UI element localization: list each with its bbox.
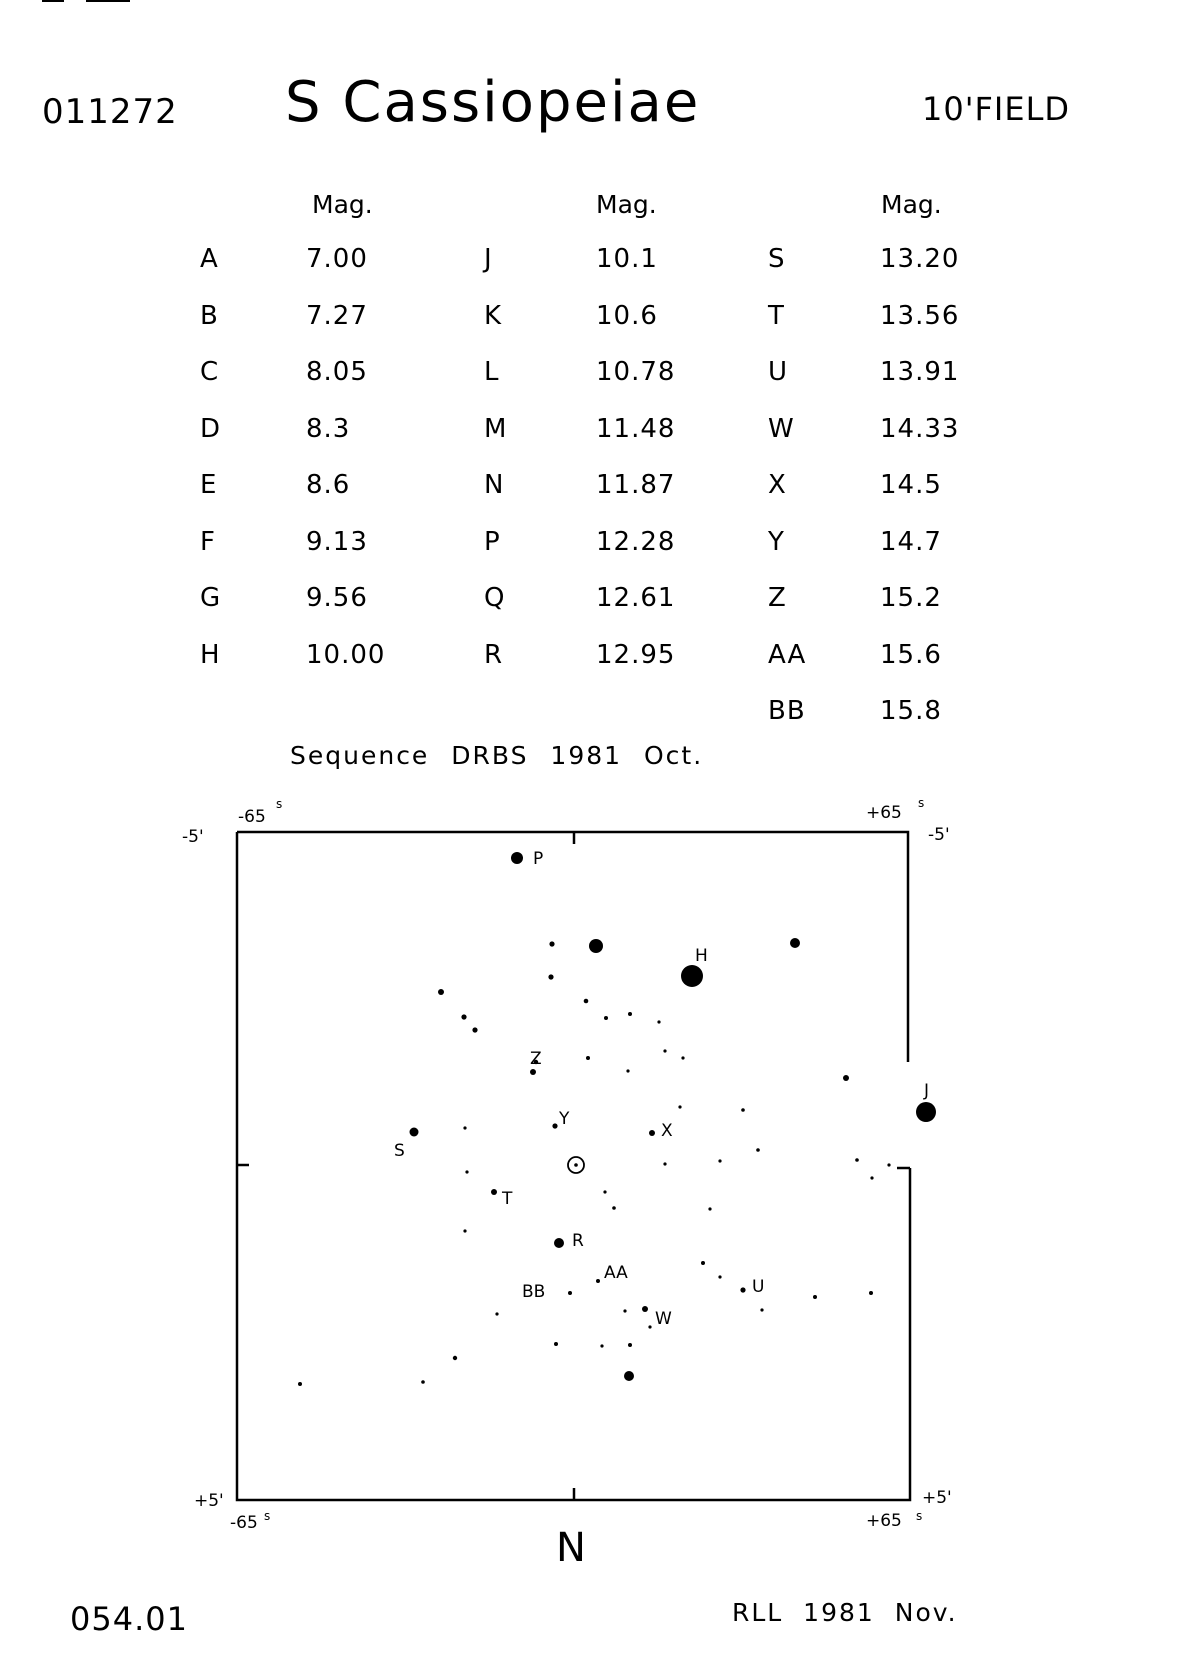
field-star-dot (790, 938, 800, 948)
star-magnitude-g: 9.56 (306, 583, 368, 613)
sequence-note: Sequence DRBS 1981 Oct. (290, 741, 704, 770)
star-letter-e: E (200, 470, 218, 500)
field-star-dot (708, 1207, 711, 1210)
star-label-x: X (661, 1121, 673, 1141)
star-magnitude-k: 10.6 (596, 300, 658, 331)
star-letter-k: K (484, 300, 503, 331)
mag-heading-col2: Mag. (596, 190, 657, 219)
field-star-dot (472, 1027, 477, 1032)
star-letter-j: J (484, 244, 493, 274)
star-letter-r: R (484, 639, 504, 670)
star-letter-d: D (200, 413, 222, 444)
star-letter-b: B (200, 300, 219, 331)
star-magnitude-s: 13.20 (880, 244, 960, 274)
field-star-dot (628, 1343, 632, 1347)
north-direction-label: N (556, 1525, 586, 1571)
field-star-dot (741, 1108, 745, 1112)
star-letter-h: H (200, 639, 221, 670)
chart-frame-left-bottom (237, 832, 910, 1500)
field-star-dot (410, 1128, 419, 1137)
star-magnitude-y: 14.7 (880, 526, 942, 557)
star-label-r: R (572, 1231, 584, 1251)
star-label-w: W (655, 1309, 672, 1329)
corner-ra-top-right: +65 (866, 803, 902, 823)
corner-ra-unit-bottom-left: s (264, 1509, 271, 1523)
field-star-dot (495, 1312, 498, 1315)
field-star-dot (491, 1189, 497, 1195)
corner-dec-top-right: -5' (928, 825, 950, 845)
footer-code: 054.01 (70, 1600, 188, 1638)
field-star-dot (438, 989, 444, 995)
chart-frame-top-right (237, 832, 908, 1062)
field-star-dot (298, 1382, 302, 1386)
star-label-j: J (924, 1081, 930, 1101)
star-label-p: P (533, 849, 544, 869)
star-letter-aa: AA (768, 639, 807, 670)
star-letter-w: W (768, 413, 795, 444)
star-letter-s: S (768, 244, 786, 274)
star-letter-c: C (200, 357, 220, 387)
field-star-dot (623, 1309, 626, 1312)
mag-heading-col1: Mag. (312, 190, 373, 219)
field-star-dot (628, 1012, 632, 1016)
field-star-dot (916, 1102, 936, 1122)
star-magnitude-m: 11.48 (596, 413, 676, 444)
corner-ra-top-left: -65 (238, 807, 266, 827)
star-magnitude-l: 10.78 (596, 357, 676, 387)
field-star-dot (813, 1295, 817, 1299)
star-magnitude-p: 12.28 (596, 526, 676, 557)
field-star-dot (511, 852, 523, 864)
star-letter-f: F (200, 526, 216, 557)
field-star-dot (586, 1056, 590, 1060)
star-label-h: H (695, 946, 708, 966)
field-star-dot (463, 1229, 466, 1232)
star-letter-q: Q (484, 583, 506, 613)
variable-star-center-dot (574, 1163, 578, 1167)
star-magnitude-w: 14.33 (880, 413, 960, 444)
star-letter-g: G (200, 583, 222, 613)
field-star-dot (530, 1069, 536, 1075)
star-label-u: U (752, 1277, 765, 1297)
corner-ra-unit-top-left: s (276, 797, 283, 811)
star-magnitude-a: 7.00 (306, 244, 368, 274)
star-magnitude-aa: 15.6 (880, 639, 942, 670)
star-letter-bb: BB (768, 696, 806, 726)
field-star-dot (465, 1170, 468, 1173)
chart-id: 011272 (42, 92, 178, 132)
field-star-dot (718, 1159, 721, 1162)
field-star-dot (642, 1306, 648, 1312)
field-star-dot (887, 1163, 890, 1166)
field-star-dot (681, 965, 703, 987)
star-letter-n: N (484, 470, 505, 500)
field-star-dot (760, 1308, 763, 1311)
field-star-dot (649, 1130, 655, 1136)
field-star-dot (584, 999, 589, 1004)
corner-dec-bottom-left: +5' (194, 1491, 224, 1511)
star-letter-m: M (484, 413, 508, 444)
star-magnitude-r: 12.95 (596, 639, 676, 670)
star-letter-z: Z (768, 583, 787, 613)
star-magnitude-x: 14.5 (880, 470, 942, 500)
star-magnitude-t: 13.56 (880, 300, 960, 331)
field-star-dot (663, 1162, 666, 1165)
field-star-dot (463, 1126, 466, 1129)
star-magnitude-d: 8.3 (306, 413, 351, 444)
star-magnitude-j: 10.1 (596, 244, 658, 274)
field-star-dot (461, 1014, 466, 1019)
corner-ra-unit-bottom-right: s (916, 1509, 923, 1523)
field-star-dot (678, 1105, 681, 1108)
star-letter-t: T (768, 300, 785, 331)
field-star-dot (554, 1342, 558, 1346)
star-label-y: Y (559, 1109, 570, 1129)
corner-ra-bottom-right: +65 (866, 1511, 902, 1531)
field-star-dot (843, 1075, 849, 1081)
star-letter-l: L (484, 357, 500, 387)
star-magnitude-q: 12.61 (596, 583, 676, 613)
star-label-bb: BB (522, 1282, 546, 1302)
field-star-dot (453, 1356, 457, 1360)
star-magnitude-b: 7.27 (306, 300, 368, 331)
field-star-dot (624, 1371, 634, 1381)
field-star-dot (648, 1325, 651, 1328)
field-star-dot (421, 1380, 425, 1384)
corner-ra-unit-top-right: s (918, 796, 925, 810)
field-star-dot (701, 1261, 705, 1265)
star-letter-x: X (768, 470, 787, 500)
field-star-dot (604, 1016, 608, 1020)
field-star-dot (870, 1176, 873, 1179)
field-star-dot (740, 1287, 745, 1292)
field-size-label: 10'FIELD (922, 90, 1071, 128)
mag-heading-col3: Mag. (881, 190, 942, 219)
star-letter-u: U (768, 357, 789, 387)
star-label-s: S (394, 1141, 405, 1161)
field-star-dot (657, 1020, 660, 1023)
star-letter-p: P (484, 526, 501, 557)
field-star-dot (855, 1158, 859, 1162)
star-magnitude-h: 10.00 (306, 639, 386, 670)
field-star-dot (548, 974, 553, 979)
star-magnitude-c: 8.05 (306, 357, 368, 387)
field-star-dot (568, 1291, 572, 1295)
star-magnitude-bb: 15.8 (880, 696, 942, 726)
field-star-dot (596, 1279, 600, 1283)
star-magnitude-e: 8.6 (306, 470, 351, 500)
field-star-dot (549, 941, 554, 946)
star-magnitude-f: 9.13 (306, 526, 368, 557)
star-magnitude-z: 15.2 (880, 583, 942, 613)
star-magnitude-u: 13.91 (880, 357, 960, 387)
corner-ra-bottom-left: -65 (230, 1513, 258, 1533)
star-letter-a: A (200, 244, 219, 274)
star-name-title: S Cassiopeiae (285, 70, 701, 135)
field-star-dot (663, 1049, 666, 1052)
corner-dec-bottom-right: +5' (922, 1488, 952, 1508)
star-magnitude-n: 11.87 (596, 470, 676, 500)
field-star-dot (589, 939, 603, 953)
corner-dec-top-left: -5' (182, 827, 204, 847)
footer-credit: RLL 1981 Nov. (732, 1598, 958, 1627)
field-star-dot (756, 1148, 760, 1152)
star-label-z: Z (530, 1049, 542, 1069)
field-star-dot (681, 1056, 684, 1059)
field-star-dot (626, 1069, 629, 1072)
star-label-t: T (502, 1189, 513, 1209)
field-star-dot (612, 1206, 616, 1210)
star-label-aa: AA (604, 1263, 628, 1283)
field-star-dot (869, 1291, 873, 1295)
field-star-dot (554, 1238, 564, 1248)
field-star-dot (552, 1123, 557, 1128)
field-star-dot (603, 1190, 606, 1193)
field-star-dot (600, 1344, 603, 1347)
star-letter-y: Y (768, 526, 785, 557)
field-star-dot (718, 1275, 721, 1278)
